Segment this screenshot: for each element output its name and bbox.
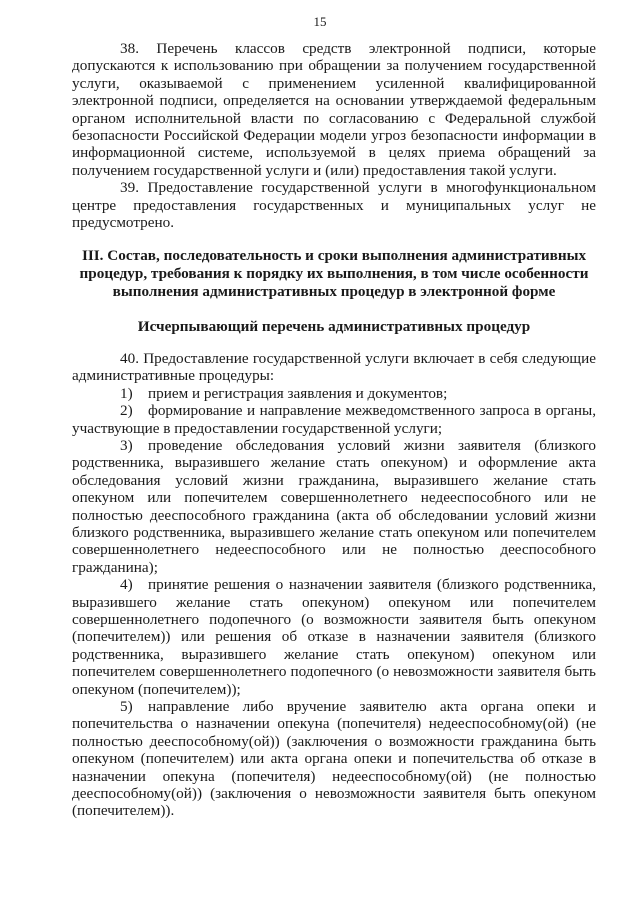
list-item-number: 2)	[120, 402, 133, 420]
list-item	[72, 576, 596, 698]
list-item-text: принятие решения о назначении заявителя (близкого родственника, выразившего желание стать опекуном) опекуном или попечителем совершеннолетнего подопечного (о возможности заявителя быть опекуном (попечителем)) или решения об отказе в назначении заявителя (близкого родственника, выразившего желание стать опекуном) опекуном или попечителем совершеннолетнего подопечного (о невозможности заявителя быть опекуном (попечителем));	[72, 576, 596, 698]
paragraph-40-intro: 40. Предоставление государственной услуги включает в себя следующие административные процедуры:	[72, 349, 596, 385]
paragraph-39: 39. Предоставление государственной услуги в многофункциональном центре предоставления государственных и муниципальных услуг не предусмотрено.	[72, 179, 596, 232]
list-item	[72, 437, 596, 576]
list-item	[72, 698, 596, 820]
paragraph-38: 38. Перечень классов средств электронной подписи, которые допускаются к использованию при обращении за получением государственной услуги, оказываемой с применением усиленной квалифицированной электронной подписи, определяется на основании утверждаемой федеральным органом исполнительной власти по согласованию с Федеральной службой безопасности Российской Федерации модели угроз безопасности информации в информационной системе, используемой в целях приема обращений за получением государственной услуги и (или) предоставления такой услуги.	[72, 40, 596, 179]
list-item-number: 5)	[120, 698, 133, 715]
sub-title: Исчерпывающий перечень административных процедур	[137, 318, 531, 336]
list-item	[72, 402, 596, 437]
section-title: III. Состав, последовательность и сроки выполнения административных процедур, требования к порядку их выполнения, в том числе особенности выполнения административных процедур в электронной форме	[79, 247, 589, 301]
page-number: 15	[313, 14, 327, 29]
list-item	[72, 385, 596, 402]
list-item-number: 1)	[120, 384, 133, 402]
list-item-text: направление либо вручение заявителю акта органа опеки и попечительства о назначении опекуна (попечителя) недееспособному(ой) (не полностью дееспособному(ой)) (заключения о возможности гражданина быть опекуном (попечителем) или акта органа опеки и попечительства об отказе в назначении опекуна (попечителя) недееспособному(ой) (не полностью дееспособному(ой)) (заключения о невозможности заявителя быть опекуном (попечителем)).	[72, 698, 596, 820]
list-item-text: формирование и направление межведомственного запроса в органы, участвующие в предоставлении государственной услуги;	[72, 402, 596, 437]
list-item-number: 3)	[120, 436, 133, 454]
document-body	[72, 40, 596, 820]
list-item-text: прием и регистрация заявления и документов;	[148, 384, 448, 402]
list-item-number: 4)	[120, 576, 133, 594]
list-item-text: проведение обследования условий жизни заявителя (близкого родственника, выразившего желание стать опекуном) и оформление акта обследования условий жизни гражданина, выразившего желание стать опекуном или попечителем совершеннолетнего недееспособного или не полностью дееспособного гражданина (акта об обследовании условий жизни близкого родственника, выразившего желание стать опекуном или попечителем совершеннолетнего недееспособного или не полностью дееспособного гражданина);	[72, 436, 596, 576]
